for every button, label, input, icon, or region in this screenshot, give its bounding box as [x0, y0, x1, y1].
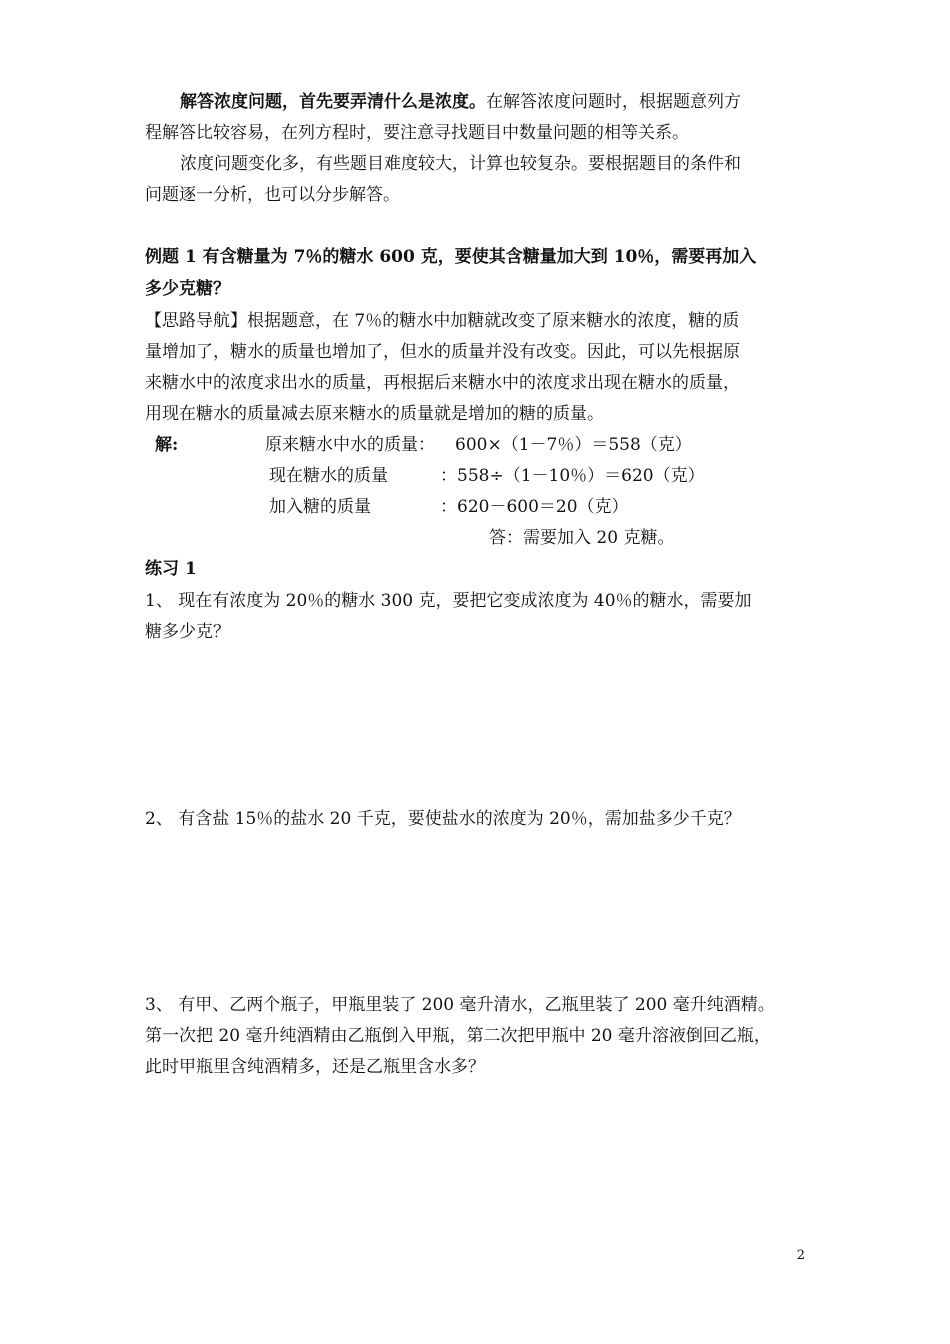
- example-title-line-1: 例题 1 有含糖量为 7％的糖水 600 克，要使其含糖量加大到 10％，需要再加入: [145, 247, 757, 267]
- guide-line-4: 用现在糖水的质量减去原来糖水的质量就是增加的糖的质量。: [145, 404, 604, 424]
- guide-line-3: 来糖水中的浓度求出水的质量，再根据后来糖水中的浓度求出现在糖水的质量，: [145, 373, 740, 393]
- intro-paragraph-2-line-2: 问题逐一分析，也可以分步解答。: [145, 185, 400, 205]
- intro-rest-text: 在解答浓度问题时，根据题意列方: [486, 92, 741, 112]
- solution-row-3-formula: ：620－600＝20（克）: [440, 497, 629, 517]
- question-3-line-3: 此时甲瓶里含纯酒精多，还是乙瓶里含水多？: [145, 1057, 485, 1077]
- intro-paragraph-1-line-2: 程解答比较容易，在列方程时，要注意寻找题目中数量问题的相等关系。: [145, 123, 689, 143]
- question-1-line-2: 糖多少克？: [145, 622, 230, 642]
- solution-row-1-formula: 600×（1－7％）＝558（克）: [455, 435, 692, 455]
- solution-row-2-label: 现在糖水的质量: [269, 466, 388, 486]
- practice-heading: 练习 1: [145, 559, 197, 579]
- solution-row-1-label: 原来糖水中水的质量：: [265, 435, 435, 455]
- example-title-line-2: 多少克糖？: [145, 279, 230, 299]
- guide-line-2: 量增加了，糖水的质量也增加了，但水的质量并没有改变。因此，可以先根据原: [145, 342, 740, 362]
- page-number: 2: [796, 1248, 805, 1263]
- solution-label: 解:: [155, 435, 179, 455]
- solution-row-3-label: 加入糖的质量: [269, 497, 371, 517]
- intro-paragraph-2-line-1: 浓度问题变化多，有些题目难度较大，计算也较复杂。要根据题目的条件和: [180, 154, 741, 174]
- question-3-line-1: 3、 有甲、乙两个瓶子，甲瓶里装了 200 毫升清水，乙瓶里装了 200 毫升纯酒精。: [145, 995, 775, 1015]
- question-3-line-2: 第一次把 20 毫升纯酒精由乙瓶倒入甲瓶，第二次把甲瓶中 20 毫升溶液倒回乙瓶，: [145, 1026, 771, 1046]
- intro-paragraph-1-line-1: [180, 91, 845, 113]
- question-2-line-1: 2、 有含盐 15％的盐水 20 千克，要使盐水的浓度为 20％，需加盐多少千克？: [145, 809, 741, 829]
- solution-row-2-formula: ：558÷（1－10％）＝620（克）: [440, 466, 705, 486]
- guide-line-1: 【思路导航】根据题意，在 7％的糖水中加糖就改变了原来糖水的浓度，糖的质: [145, 311, 740, 331]
- intro-bold-phrase: 解答浓度问题，首先要弄清什么是浓度。: [180, 92, 486, 112]
- question-1-line-1: 1、 现在有浓度为 20％的糖水 300 克，要把它变成浓度为 40％的糖水，需要加: [145, 591, 752, 611]
- solution-answer: 答：需要加入 20 克糖。: [489, 528, 675, 548]
